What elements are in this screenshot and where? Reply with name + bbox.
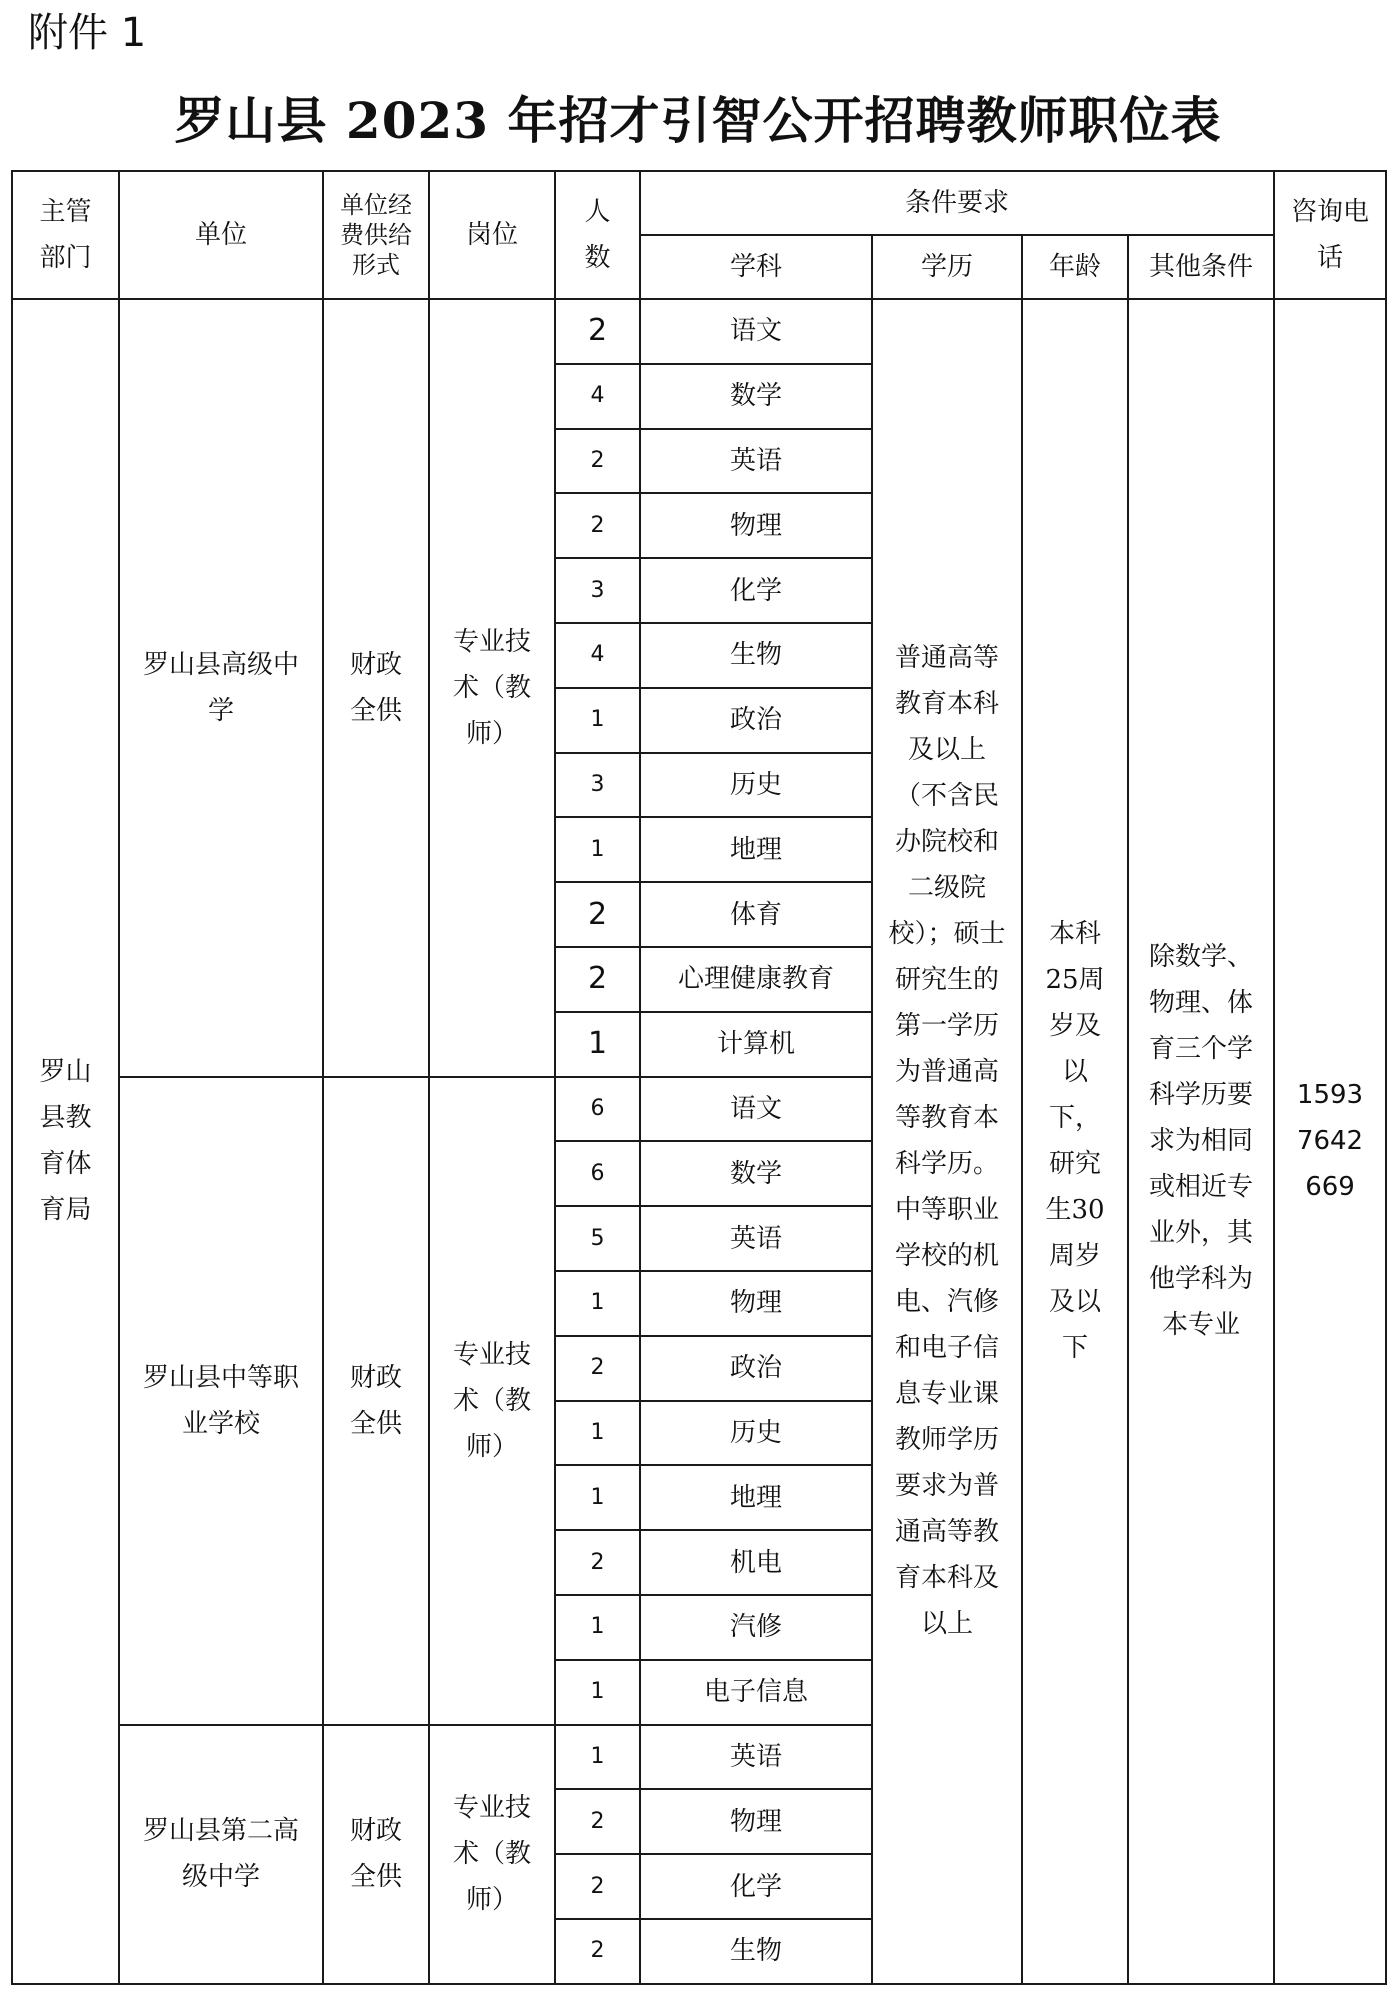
- count-cell: 2: [555, 947, 640, 1012]
- subject-cell: 电子信息: [640, 1660, 872, 1725]
- count-cell: 1: [555, 1271, 640, 1336]
- subject-cell: 机电: [640, 1530, 872, 1595]
- post-cell: 专业技术（教师）: [429, 299, 555, 1077]
- count-cell: 3: [555, 753, 640, 818]
- header-dept: 主管部门: [12, 171, 119, 299]
- funding-cell: 财政全供: [323, 1077, 429, 1725]
- count-cell: 5: [555, 1206, 640, 1271]
- subject-cell: 物理: [640, 1271, 872, 1336]
- subject-cell: 心理健康教育: [640, 947, 872, 1012]
- count-cell: 6: [555, 1077, 640, 1142]
- phone-cell: 15937642669: [1274, 299, 1386, 1984]
- count-cell: 2: [555, 493, 640, 558]
- subject-cell: 地理: [640, 1465, 872, 1530]
- subject-cell: 生物: [640, 623, 872, 688]
- dept-cell: 罗山县教育体育局: [12, 299, 119, 1984]
- count-cell: 2: [555, 429, 640, 494]
- count-cell: 4: [555, 364, 640, 429]
- subject-cell: 体育: [640, 882, 872, 947]
- subject-cell: 汽修: [640, 1595, 872, 1660]
- subject-cell: 物理: [640, 1789, 872, 1854]
- header-post: 岗位: [429, 171, 555, 299]
- subject-cell: 英语: [640, 1725, 872, 1790]
- subject-cell: 语文: [640, 299, 872, 364]
- count-cell: 1: [555, 1465, 640, 1530]
- header-unit: 单位: [119, 171, 323, 299]
- count-cell: 1: [555, 1401, 640, 1466]
- count-cell: 1: [555, 1012, 640, 1077]
- post-cell: 专业技术（教师）: [429, 1725, 555, 1984]
- count-cell: 2: [555, 882, 640, 947]
- subject-cell: 数学: [640, 364, 872, 429]
- post-cell: 专业技术（教师）: [429, 1077, 555, 1725]
- count-cell: 4: [555, 623, 640, 688]
- age-req-cell: 本科25周岁及以下，研究生30周岁及以下: [1022, 299, 1128, 1984]
- count-cell: 3: [555, 558, 640, 623]
- count-cell: 1: [555, 1595, 640, 1660]
- table-row: [12, 299, 1386, 364]
- count-cell: 1: [555, 1725, 640, 1790]
- unit-name-cell: 罗山县中等职业学校: [119, 1077, 323, 1725]
- count-cell: 2: [555, 299, 640, 364]
- subject-cell: 数学: [640, 1141, 872, 1206]
- other-req-cell: 除数学、物理、体育三个学科学历要求为相同或相近专业外，其他学科为本专业: [1128, 299, 1274, 1984]
- subject-cell: 地理: [640, 817, 872, 882]
- header-subject: 学科: [640, 235, 872, 299]
- header-row-1: [12, 171, 1386, 235]
- count-cell: 2: [555, 1336, 640, 1401]
- count-cell: 2: [555, 1919, 640, 1984]
- funding-cell: 财政全供: [323, 1725, 429, 1984]
- header-count: 人数: [555, 171, 640, 299]
- subject-cell: 政治: [640, 688, 872, 753]
- subject-cell: 英语: [640, 1206, 872, 1271]
- subject-cell: 英语: [640, 429, 872, 494]
- count-cell: 2: [555, 1789, 640, 1854]
- page-title: 罗山县 2023 年招才引智公开招聘教师职位表: [174, 91, 1222, 150]
- job-table: [11, 170, 1387, 1985]
- count-cell: 2: [555, 1854, 640, 1919]
- subject-cell: 生物: [640, 1919, 872, 1984]
- header-education: 学历: [872, 235, 1022, 299]
- subject-cell: 语文: [640, 1077, 872, 1142]
- count-cell: 2: [555, 1530, 640, 1595]
- header-funding: 单位经费供给形式: [323, 171, 429, 299]
- subject-cell: 化学: [640, 558, 872, 623]
- subject-cell: 物理: [640, 493, 872, 558]
- count-cell: 6: [555, 1141, 640, 1206]
- subject-cell: 政治: [640, 1336, 872, 1401]
- header-conditions: 条件要求: [640, 171, 1274, 235]
- subject-cell: 历史: [640, 753, 872, 818]
- header-phone: 咨询电话: [1274, 171, 1386, 299]
- count-cell: 1: [555, 1660, 640, 1725]
- header-age: 年龄: [1022, 235, 1128, 299]
- unit-name-cell: 罗山县第二高级中学: [119, 1725, 323, 1984]
- unit-name-cell: 罗山县高级中学: [119, 299, 323, 1077]
- education-req-cell: 普通高等教育本科及以上（不含民办院校和二级院校）；硕士研究生的第一学历为普通高等教育本科学历。中等职业学校的机电、汽修和电子信息专业课教师学历要求为普通高等教育本科及以上: [872, 299, 1022, 1984]
- attachment-label: 附件 1: [28, 10, 147, 56]
- subject-cell: 化学: [640, 1854, 872, 1919]
- header-other: 其他条件: [1128, 235, 1274, 299]
- count-cell: 1: [555, 688, 640, 753]
- subject-cell: 历史: [640, 1401, 872, 1466]
- funding-cell: 财政全供: [323, 299, 429, 1077]
- count-cell: 1: [555, 817, 640, 882]
- subject-cell: 计算机: [640, 1012, 872, 1077]
